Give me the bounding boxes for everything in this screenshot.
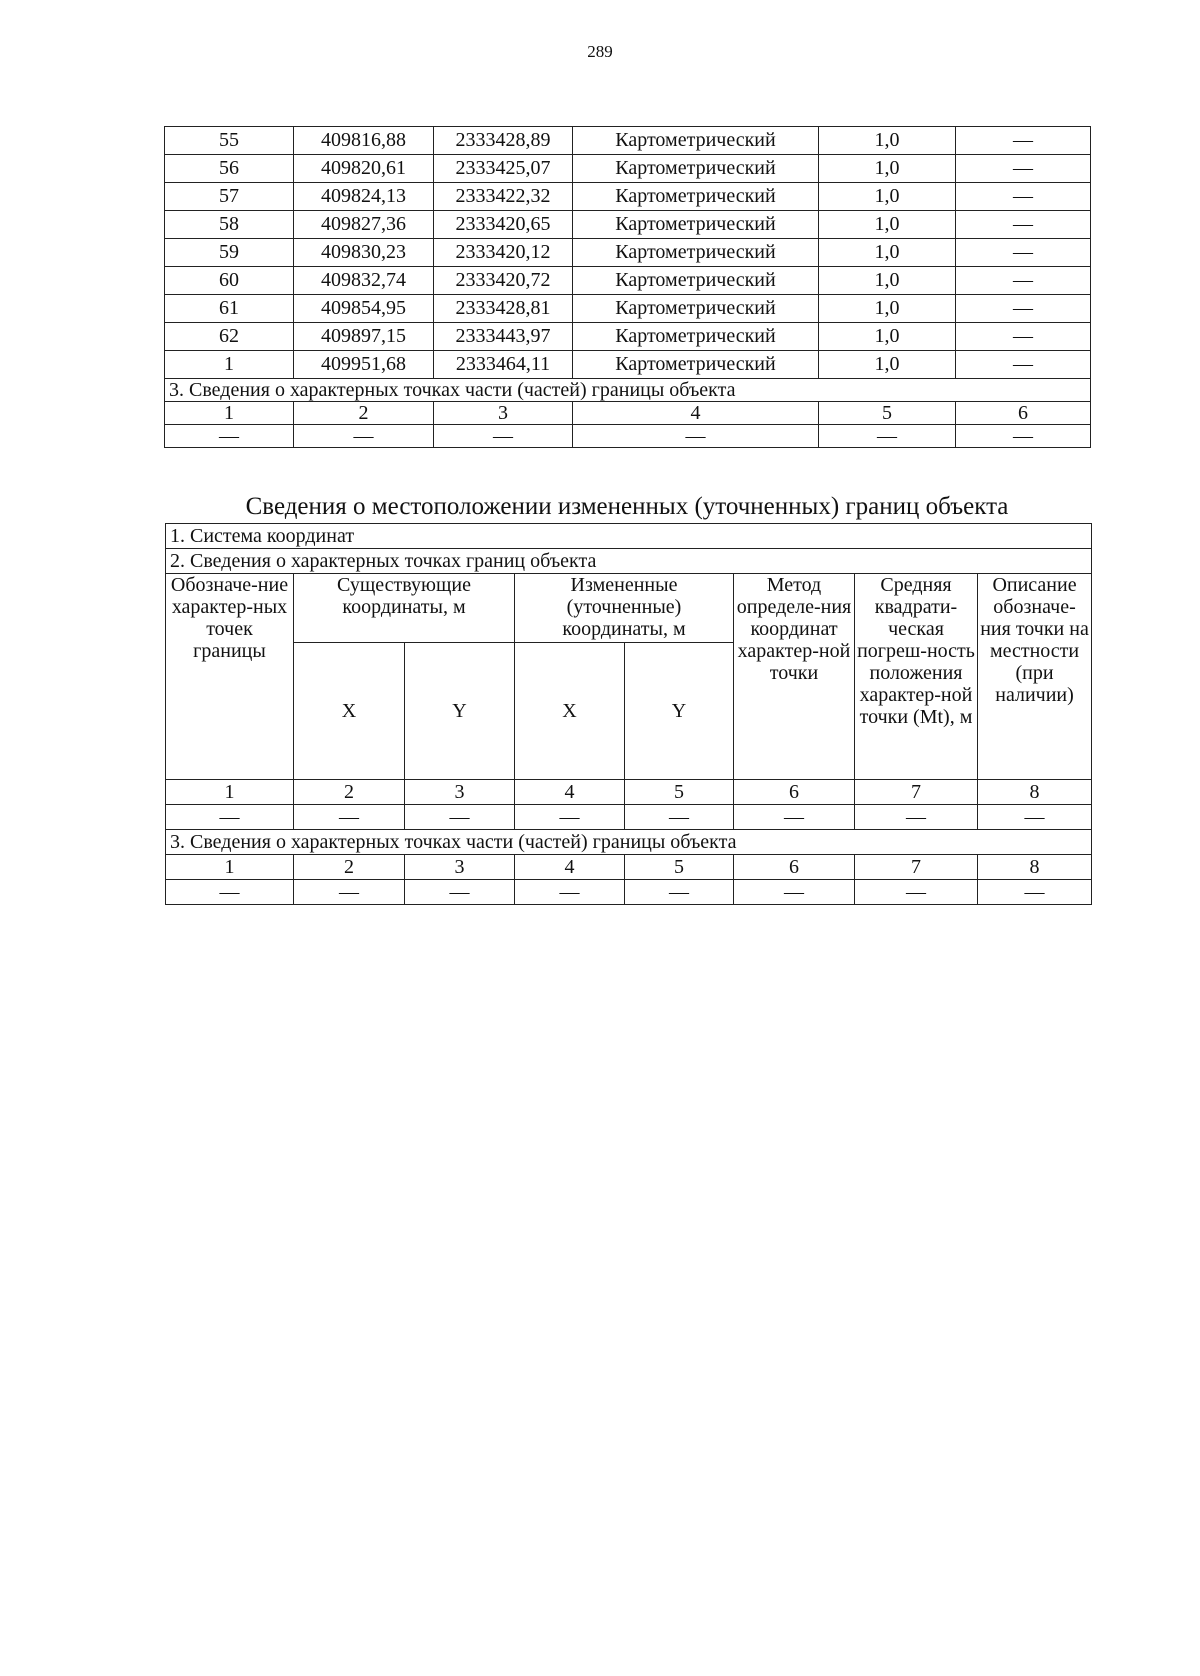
table-cell: 1,0 (819, 127, 956, 155)
table-cell: 1,0 (819, 351, 956, 379)
table-cell: — (956, 239, 1091, 267)
changed-coords-header: Измененные (уточненные) координаты, м (515, 574, 734, 643)
table-cell: — (978, 880, 1092, 905)
table-cell: — (956, 183, 1091, 211)
table-row (165, 239, 1091, 267)
table-cell: — (956, 127, 1091, 155)
column-number: 6 (734, 855, 855, 880)
table-cell: 2333420,72 (434, 267, 573, 295)
table-cell: — (855, 805, 978, 830)
table-cell: 2333420,12 (434, 239, 573, 267)
table-cell: — (405, 880, 515, 905)
table-row (165, 183, 1091, 211)
changed-boundaries-table (165, 523, 1092, 905)
table-cell: — (515, 880, 625, 905)
column-number: 1 (166, 855, 294, 880)
column-number: 5 (625, 855, 734, 880)
table-cell: 2333443,97 (434, 323, 573, 351)
table-cell: 58 (165, 211, 294, 239)
table-cell: 409897,15 (294, 323, 434, 351)
dash-row (165, 425, 1091, 448)
table-cell: — (515, 805, 625, 830)
table-cell: 409816,88 (294, 127, 434, 155)
table-cell: Картометрический (573, 183, 819, 211)
section-3-title: 3. Сведения о характерных точках части (частей) границы объекта (165, 379, 1091, 402)
table-cell: Картометрический (573, 155, 819, 183)
column-number: 5 (819, 402, 956, 425)
table-cell: 56 (165, 155, 294, 183)
table-cell: 60 (165, 267, 294, 295)
method-header: Метод определе-ния координат характер-ной точки (734, 574, 855, 780)
column-number: 6 (956, 402, 1091, 425)
table-row (165, 351, 1091, 379)
table-cell: — (956, 425, 1091, 448)
table-cell: — (294, 880, 405, 905)
column-number: 6 (734, 780, 855, 805)
table-cell: 409824,13 (294, 183, 434, 211)
table-cell: 409951,68 (294, 351, 434, 379)
table-cell: Картометрический (573, 239, 819, 267)
table-cell: 1,0 (819, 239, 956, 267)
column-number: 4 (515, 855, 625, 880)
existing-y-header: Y (405, 643, 515, 780)
table-cell: — (956, 351, 1091, 379)
table-cell: 1 (165, 351, 294, 379)
changed-x-header: X (515, 643, 625, 780)
column-number: 1 (166, 780, 294, 805)
table-cell: 55 (165, 127, 294, 155)
table-cell: — (434, 425, 573, 448)
section-row (166, 830, 1092, 855)
table-cell: — (855, 880, 978, 905)
table-cell: — (956, 211, 1091, 239)
table-cell: — (956, 323, 1091, 351)
table-cell: 2333420,65 (434, 211, 573, 239)
table-cell: 1,0 (819, 155, 956, 183)
table-cell: Картометрический (573, 351, 819, 379)
table-cell: 1,0 (819, 323, 956, 351)
table-cell: — (294, 425, 434, 448)
coordinate-system-row (166, 524, 1092, 549)
table-cell: — (166, 880, 294, 905)
table-cell: 2333428,81 (434, 295, 573, 323)
table-cell: 2333428,89 (434, 127, 573, 155)
header-row (166, 574, 1092, 643)
table-cell: — (956, 155, 1091, 183)
dash-row (166, 880, 1092, 905)
dash-row (166, 805, 1092, 830)
mean-error-header: Средняя квадрати-ческая погреш-ность положения характер-ной точки (Mt), м (855, 574, 978, 780)
column-number: 2 (294, 780, 405, 805)
column-numbers-row (166, 855, 1092, 880)
table-row (165, 267, 1091, 295)
table-cell: — (956, 295, 1091, 323)
column-number: 8 (978, 855, 1092, 880)
section-title: Сведения о местоположении измененных (уточненных) границ объекта (245, 493, 1009, 520)
table-cell: 1,0 (819, 295, 956, 323)
table-cell: — (405, 805, 515, 830)
table-cell: 61 (165, 295, 294, 323)
table-cell: Картометрический (573, 323, 819, 351)
column-number: 4 (573, 402, 819, 425)
column-number: 5 (625, 780, 734, 805)
table-cell: Картометрический (573, 127, 819, 155)
table-cell: 1,0 (819, 183, 956, 211)
table-row (165, 211, 1091, 239)
page-number: 289 (587, 42, 613, 61)
table-cell: 59 (165, 239, 294, 267)
table-cell: 2333464,11 (434, 351, 573, 379)
column-number: 4 (515, 780, 625, 805)
table-cell: — (819, 425, 956, 448)
column-number: 8 (978, 780, 1092, 805)
column-number: 3 (434, 402, 573, 425)
table-cell: Картометрический (573, 211, 819, 239)
table-cell: 1,0 (819, 267, 956, 295)
column-number: 7 (855, 855, 978, 880)
table-cell: — (294, 805, 405, 830)
existing-coords-header: Существующие координаты, м (294, 574, 515, 643)
table-cell: — (734, 805, 855, 830)
coordinate-system-label: 1. Система координат (166, 524, 1092, 549)
table-cell: — (166, 805, 294, 830)
description-header: Описание обозначе-ния точки на местности (при наличии) (978, 574, 1092, 780)
table-cell: 62 (165, 323, 294, 351)
table-row (165, 323, 1091, 351)
column-numbers-row (166, 780, 1092, 805)
column-number: 1 (165, 402, 294, 425)
table-cell: 409820,61 (294, 155, 434, 183)
column-numbers-row (165, 402, 1091, 425)
table-cell: Картометрический (573, 267, 819, 295)
table-cell: Картометрический (573, 295, 819, 323)
column-number: 2 (294, 402, 434, 425)
table-cell: 57 (165, 183, 294, 211)
table-cell: — (734, 880, 855, 905)
column-number: 2 (294, 855, 405, 880)
changed-y-header: Y (625, 643, 734, 780)
table-cell: 2333425,07 (434, 155, 573, 183)
table-cell: 409827,36 (294, 211, 434, 239)
table-row (165, 155, 1091, 183)
boundary-points-table (164, 126, 1091, 448)
column-number: 7 (855, 780, 978, 805)
table-cell: 409854,95 (294, 295, 434, 323)
table-cell: — (165, 425, 294, 448)
table-cell: 409832,74 (294, 267, 434, 295)
section-row (165, 379, 1091, 402)
boundary-points-label: 2. Сведения о характерных точках границ объекта (166, 549, 1092, 574)
column-number: 3 (405, 855, 515, 880)
section-3-title: 3. Сведения о характерных точках части (частей) границы объекта (166, 830, 1092, 855)
table-cell: 409830,23 (294, 239, 434, 267)
table-cell: 1,0 (819, 211, 956, 239)
point-designation-header: Обозначе-ние характер-ных точек границы (166, 574, 294, 780)
table-cell: — (625, 805, 734, 830)
table-cell: — (573, 425, 819, 448)
table-cell: — (978, 805, 1092, 830)
table-cell: — (956, 267, 1091, 295)
table-row (165, 127, 1091, 155)
column-number: 3 (405, 780, 515, 805)
boundary-points-row (166, 549, 1092, 574)
table-cell: — (625, 880, 734, 905)
table-row (165, 295, 1091, 323)
existing-x-header: X (294, 643, 405, 780)
table-cell: 2333422,32 (434, 183, 573, 211)
